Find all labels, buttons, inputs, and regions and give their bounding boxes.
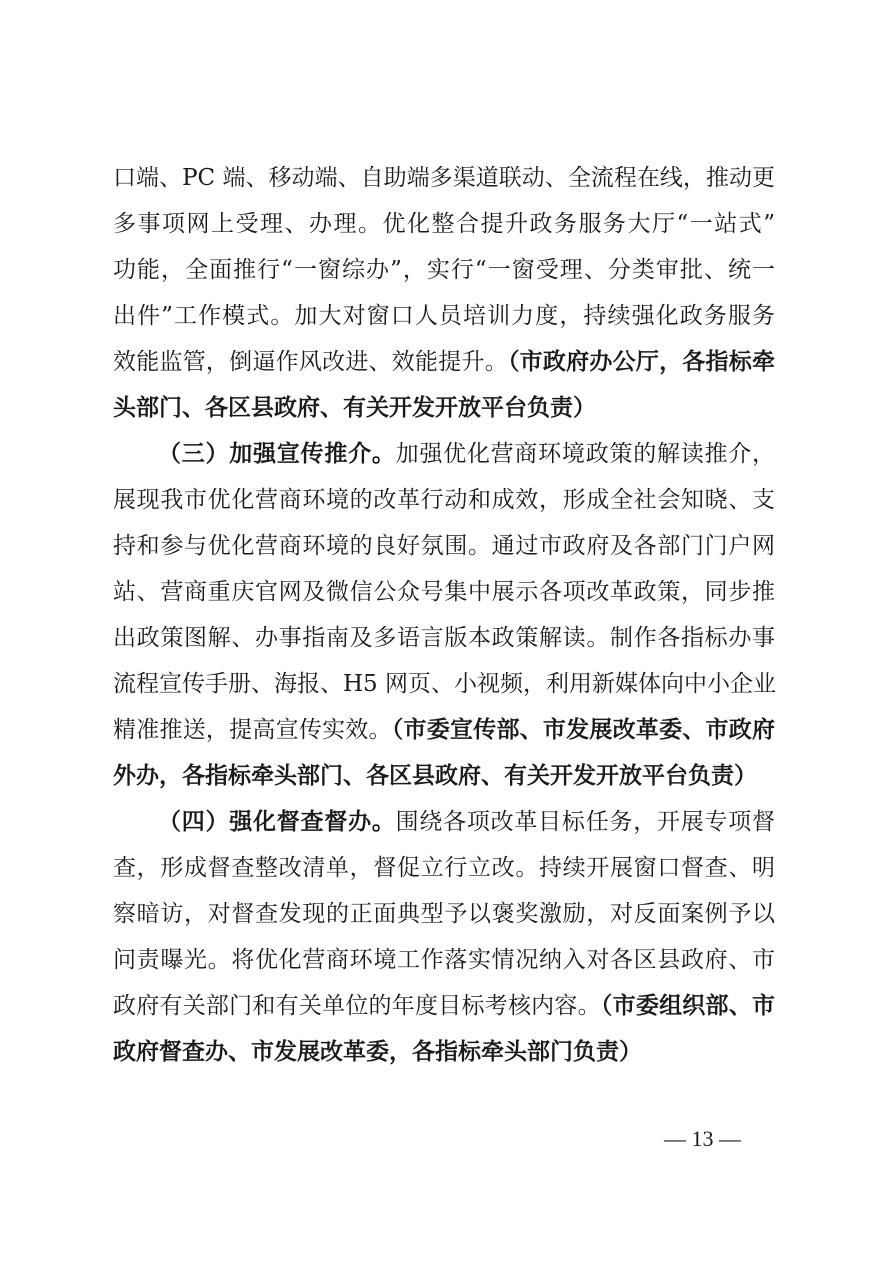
body-text-line: 察暗访，对督查发现的正面典型予以褒奖激励，对反面案例予以 bbox=[113, 901, 775, 927]
body-text-line: 功能，全面推行“一窗综办”，实行“一窗受理、分类审批、统一 bbox=[113, 257, 775, 283]
body-text-line: 查，形成督查整改清单，督促立行立改。持续开展窗口督查、明 bbox=[113, 855, 775, 881]
responsible-dept-text: 政府督查办、市发展改革委，各指标牵头部门负责） bbox=[113, 1038, 642, 1065]
responsible-dept-text: （市政府办公厅，各指标牵 bbox=[507, 348, 776, 375]
body-text-line: 问责曝光。将优化营商环境工作落实情况纳入对各区县政府、市 bbox=[113, 947, 775, 973]
body-text-line bbox=[113, 392, 775, 424]
section-heading-4: （四）强化督查督办。 bbox=[158, 808, 396, 835]
body-text-line: 多事项网上受理、办理。优化整合提升政务服务大厅“一站式” bbox=[113, 211, 775, 237]
section-heading-3: （三）加强宣传推介。 bbox=[158, 440, 396, 467]
responsible-dept-text: （市委组织部、市 bbox=[600, 992, 776, 1019]
body-text-line: 精准推送，提高宣传实效。（市委宣传部、市发展改革委、市政府 bbox=[113, 716, 776, 743]
body-text-line: 口端、PC 端、移动端、自助端多渠道联动、全流程在线，推动更 bbox=[113, 165, 775, 191]
body-text-line: 政府有关部门和有关单位的年度目标考核内容。（市委组织部、市 bbox=[113, 992, 776, 1019]
body-text-line: 效能监管，倒逼作风改进、效能提升。（市政府办公厅，各指标牵 bbox=[113, 348, 776, 375]
body-text-line: 展现我市优化营商环境的改革行动和成效，形成全社会知晓、支 bbox=[113, 487, 775, 513]
section-heading-line: （三）加强宣传推介。加强优化营商环境政策的解读推介， bbox=[158, 440, 776, 467]
page-number: — 13 — bbox=[664, 1126, 741, 1151]
body-text-line bbox=[113, 1036, 775, 1068]
responsible-dept-text: 外办，各指标牵头部门、各区县政府、有关开发开放平台负责） bbox=[113, 762, 757, 789]
responsible-dept-text: 头部门、各区县政府、有关开发开放平台负责） bbox=[113, 394, 596, 421]
body-text-line: 持和参与优化营商环境的良好氛围。通过市政府及各部门门户网 bbox=[113, 533, 775, 559]
body-text-line: 出件”工作模式。加大对窗口人员培训力度，持续强化政务服务 bbox=[113, 303, 775, 329]
body-text-line: 站、营商重庆官网及微信公众号集中展示各项改革政策，同步推 bbox=[113, 579, 775, 605]
body-text-line: 流程宣传手册、海报、H5 网页、小视频，利用新媒体向中小企业 bbox=[113, 671, 777, 697]
body-text-line bbox=[113, 760, 775, 792]
responsible-dept-text: （市委宣传部、市发展改革委、市政府 bbox=[391, 716, 776, 743]
section-heading-line: （四）强化督查督办。围绕各项改革目标任务，开展专项督 bbox=[158, 808, 776, 835]
body-text-line: 出政策图解、办事指南及多语言版本政策解读。制作各指标办事 bbox=[113, 625, 775, 651]
